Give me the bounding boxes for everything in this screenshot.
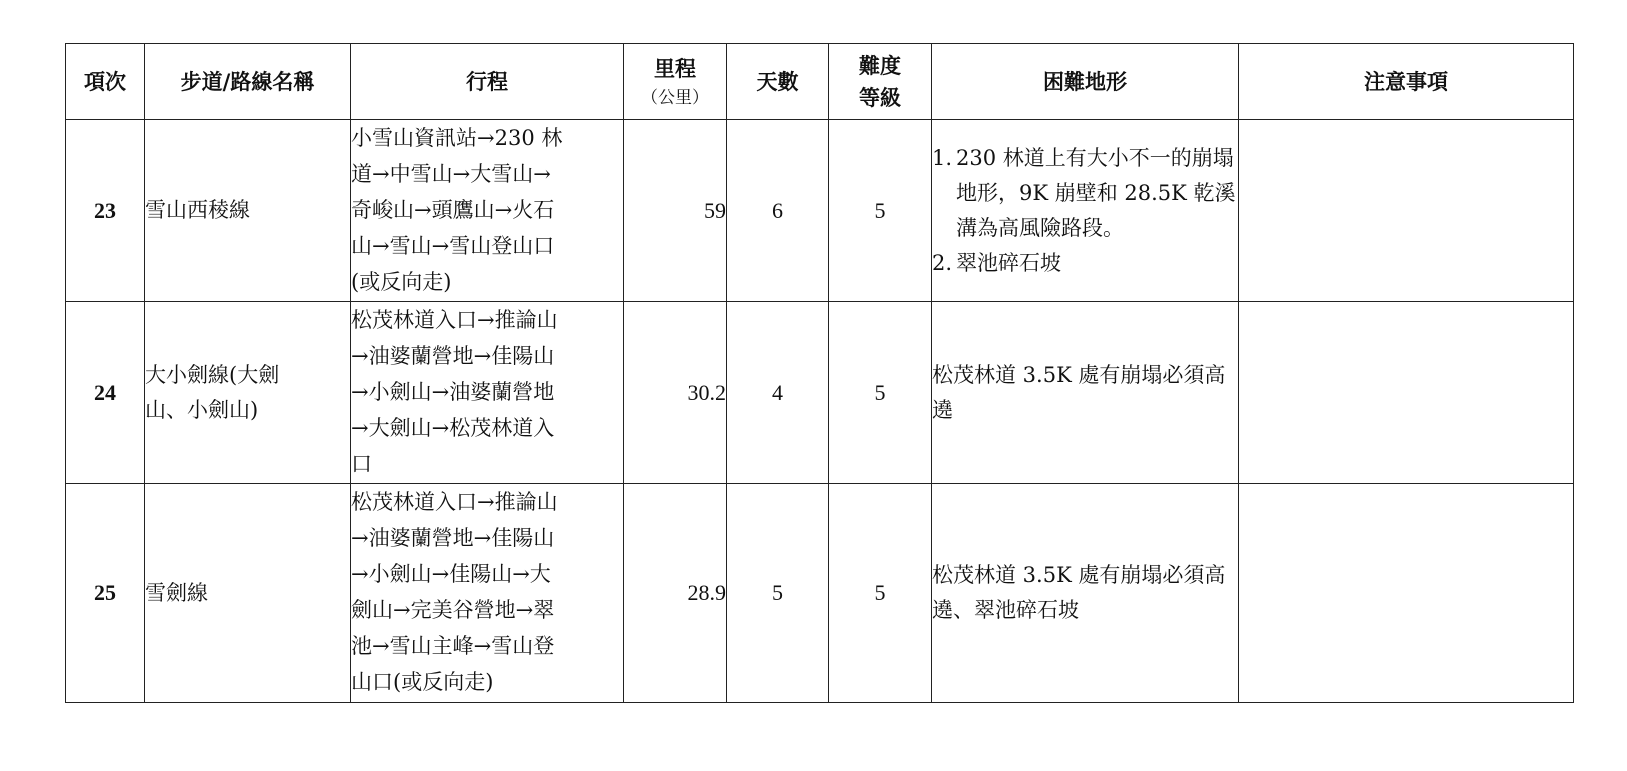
header-row: [66, 44, 1574, 120]
trail-name-line: 雪山西稜線: [145, 198, 250, 222]
header-name: 步道/路線名稱: [145, 44, 351, 120]
route-line: 小雪山資訊站→230 林: [351, 126, 563, 150]
route-line: 劍山→完美谷營地→翠: [351, 598, 555, 622]
difficulty-level: 5: [829, 120, 932, 302]
days: 4: [727, 302, 829, 484]
route-line: 口: [351, 452, 372, 476]
route-line: →油婆蘭營地→佳陽山: [351, 344, 555, 368]
table-row: [66, 484, 1574, 703]
header-route: 行程: [351, 44, 624, 120]
route-line: 松茂林道入口→推論山: [351, 490, 558, 514]
header-distance-unit: （公里）: [641, 87, 709, 108]
terrain-item-text: 230 林道上有大小不一的崩塌地形，9K 崩壁和 28.5K 乾溪溝為高風險路段。: [956, 145, 1236, 240]
difficult-terrain: 松茂林道 3.5K 處有崩塌必須高遶、翠池碎石坡: [932, 484, 1239, 703]
trail-table: [65, 43, 1574, 703]
days: 6: [727, 120, 829, 302]
route-line: 池→雪山主峰→雪山登: [351, 634, 555, 658]
terrain-item-number: 1.: [932, 145, 953, 170]
header-days: 天數: [727, 44, 829, 120]
terrain-item: [932, 246, 1238, 281]
header-terrain: 困難地形: [932, 44, 1239, 120]
route-line: 山口(或反向走): [351, 670, 494, 694]
route-line: 山→雪山→雪山登山口: [351, 234, 555, 258]
header-notes: 注意事項: [1239, 44, 1574, 120]
trail-name-line: 山、小劍山): [145, 397, 259, 422]
route: [351, 484, 624, 703]
header-distance-label: 里程: [654, 55, 696, 81]
table-row: [66, 120, 1574, 302]
row-number: 24: [66, 302, 145, 484]
header-level-line2: 等級: [859, 84, 901, 110]
header-no: 項次: [66, 44, 145, 120]
route-line: →小劍山→佳陽山→大: [351, 562, 551, 586]
table-row: [66, 302, 1574, 484]
distance-km: 59: [624, 120, 727, 302]
trail-name-line: 大小劍線(大劍: [145, 362, 280, 387]
trail-name-line: 雪劍線: [145, 580, 208, 605]
terrain-item-number: 2.: [932, 250, 953, 275]
notes: [1239, 120, 1574, 302]
route-line: →大劍山→松茂林道入: [351, 416, 555, 440]
route-line: 松茂林道入口→推論山: [351, 308, 558, 332]
header-level-line1: 難度: [859, 52, 901, 78]
route: [351, 120, 624, 302]
distance-km: 30.2: [624, 302, 727, 484]
trail-name: [145, 484, 351, 703]
trail-name: [145, 302, 351, 484]
distance-km: 28.9: [624, 484, 727, 703]
notes: [1239, 484, 1574, 703]
trail-name: [145, 120, 351, 302]
row-number: 23: [66, 120, 145, 302]
difficult-terrain: [932, 120, 1239, 302]
route: [351, 302, 624, 484]
difficult-terrain: 松茂林道 3.5K 處有崩塌必須高遶: [932, 302, 1239, 484]
header-level: [829, 44, 932, 120]
row-number: 25: [66, 484, 145, 703]
route-line: 奇峻山→頭鷹山→火石: [351, 198, 555, 222]
route-line: (或反向走): [351, 270, 452, 294]
days: 5: [727, 484, 829, 703]
route-line: →油婆蘭營地→佳陽山: [351, 526, 555, 550]
route-line: →小劍山→油婆蘭營地: [351, 380, 555, 404]
terrain-item-text: 翠池碎石坡: [956, 250, 1061, 275]
terrain-list: [932, 141, 1238, 281]
header-distance: [624, 44, 727, 120]
difficulty-level: 5: [829, 484, 932, 703]
notes: [1239, 302, 1574, 484]
terrain-item: [932, 141, 1238, 246]
route-line: 道→中雪山→大雪山→: [351, 162, 551, 186]
difficulty-level: 5: [829, 302, 932, 484]
